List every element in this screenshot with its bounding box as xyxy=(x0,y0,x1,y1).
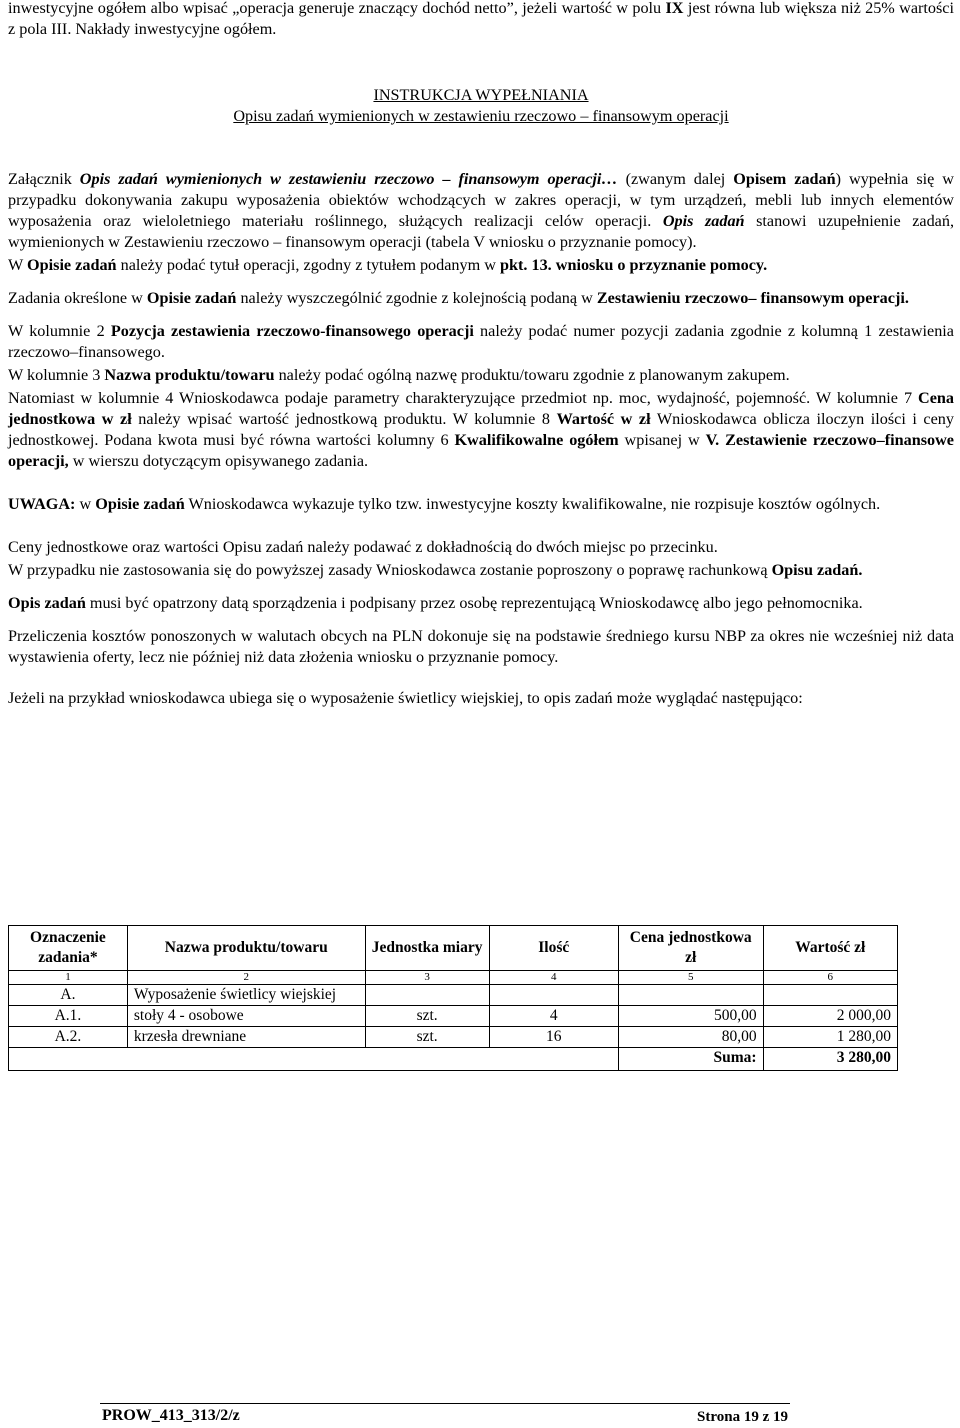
paragraph-signature xyxy=(8,593,954,614)
text-bold: Wartość w zł xyxy=(556,410,651,428)
text: należy wyszczególnić zgodnie z kolejnością podaną w xyxy=(236,289,597,307)
table-cell: szt. xyxy=(365,1027,489,1048)
table-cell: 80,00 xyxy=(618,1027,763,1048)
text: W kolumnie 3 xyxy=(8,366,105,384)
text-bold: pkt. 13. wniosku o przyznanie pomocy. xyxy=(500,256,768,274)
paragraph-column-3 xyxy=(8,365,954,386)
table-row xyxy=(9,985,898,1006)
column-number: 3 xyxy=(365,971,489,985)
column-number: 1 xyxy=(9,971,128,985)
text: Załącznik xyxy=(8,170,80,188)
paragraph-columns-4-8 xyxy=(8,388,954,472)
table-row xyxy=(9,1006,898,1027)
table-header: Wartość zł xyxy=(763,926,897,971)
heading-subtitle: Opisu zadań wymienionych w zestawieniu rzeczowo – finansowym operacji xyxy=(233,107,729,125)
text: Wnioskodawca wykazuje tylko tzw. inwestycyjne koszty kwalifikowalne, nie rozpisuje kosztów ogólnych. xyxy=(184,495,881,513)
table-cell: szt. xyxy=(365,1006,489,1027)
intro-text: inwestycyjne ogółem albo wpisać „operacja generuje znaczący dochód netto”, jeżeli wartość w polu xyxy=(8,0,666,17)
text-bold: Kwalifikowalne ogółem xyxy=(454,431,619,449)
text: Przeliczenia kosztów ponoszonych w walutach obcych na PLN dokonuje się na podstawie średniego kursu NBP za okres nie wcześniej niż data wystawienia oferty, lecz nie później niż data złożenia wniosku o przyznanie pomocy. xyxy=(8,627,954,666)
text: (zwanym dalej xyxy=(617,170,734,188)
column-number: 5 xyxy=(618,971,763,985)
text: W kolumnie 2 xyxy=(8,322,111,340)
intro-paragraph xyxy=(8,0,954,40)
intro-ix: IX xyxy=(665,0,684,17)
text-bold: Opisie zadań xyxy=(95,495,185,513)
table-cell: 2 000,00 xyxy=(763,1006,897,1027)
footer-rule xyxy=(100,1403,790,1404)
column-number: 4 xyxy=(489,971,618,985)
table-cell: 1 280,00 xyxy=(763,1027,897,1048)
table-header: Cena jednostkowa zł xyxy=(618,926,763,971)
text: musi być opatrzony datą sporządzenia i podpisany przez osobę reprezentującą Wnioskodawcę albo jego pełnomocnika. xyxy=(85,594,863,612)
heading-title: INSTRUKCJA WYPEŁNIANIA xyxy=(373,86,589,104)
text: Zadania określone w xyxy=(8,289,147,307)
table-cell xyxy=(365,985,489,1006)
table-cell: A. xyxy=(9,985,128,1006)
table-cell: A.1. xyxy=(9,1006,128,1027)
text-bold: Cena jednostkowa w zł xyxy=(8,389,954,428)
text-bold: Nazwa produktu/towaru xyxy=(104,366,275,384)
text: należy podać numer pozycji zadania zgodnie z kolumną 1 zestawienia rzeczowo–finansowego. xyxy=(8,322,954,361)
instruction-heading xyxy=(8,85,954,127)
table-cell: krzesła drewniane xyxy=(127,1027,365,1048)
table-sum-spacer xyxy=(9,1048,619,1071)
paragraph-correction xyxy=(8,560,954,581)
sum-value xyxy=(763,1048,897,1071)
text: w xyxy=(75,495,96,513)
paragraph-column-2 xyxy=(8,321,954,363)
sum-value-text: 3 280,00 xyxy=(836,1049,891,1066)
text: W xyxy=(8,256,28,274)
column-number: 2 xyxy=(127,971,365,985)
text-bold: Opisem zadań xyxy=(733,170,836,188)
paragraph-example xyxy=(8,688,954,709)
paragraph-tasks xyxy=(8,288,954,309)
table-cell: stoły 4 - osobowe xyxy=(127,1006,365,1027)
table-column-numbers xyxy=(9,971,898,985)
text-bold: Opisie zadań xyxy=(27,256,117,274)
text: w wierszu dotyczącym opisywanego zadania. xyxy=(68,452,369,470)
intro-text-end: jest równa lub większa niż 25% wartości z pola III. Nakłady inwestycyjne ogółem. xyxy=(8,0,954,38)
table-header: Nazwa produktu/towaru xyxy=(127,926,365,971)
text: należy podać ogólną nazwę produktu/towaru zgodnie z planowanym zakupem. xyxy=(274,366,790,384)
text: stanowi uzupełnienie zadań, wymienionych w Zestawieniu rzeczowo – finansowym operacji (tabela V wniosku o przyznanie pomocy). xyxy=(8,212,954,251)
paragraph-title-info xyxy=(8,255,954,276)
sum-label-text: Suma: xyxy=(713,1049,757,1066)
text-bold-italic: Opis zadań xyxy=(662,212,745,230)
text-bold: UWAGA: xyxy=(8,495,76,513)
table-cell: 4 xyxy=(489,1006,618,1027)
table-cell: 500,00 xyxy=(618,1006,763,1027)
text: Ceny jednostkowe oraz wartości Opisu zadań należy podawać z dokładnością do dwóch miejsc po przecinku. xyxy=(8,538,718,556)
table-cell xyxy=(618,985,763,1006)
footer-page-number: Strona 19 z 19 xyxy=(697,1409,788,1425)
table-cell: 16 xyxy=(489,1027,618,1048)
text-bold: V. Zestawienie rzeczowo–finansowe operacji, xyxy=(8,431,954,470)
text: ) wypełnia się w przypadku dokonywania zakupu wyposażenia obiektów wchodzących w zakres operacji, w tym urządzeń, mebli lub innych elementów wyposażenia oraz wieloletniego materiału roślinnego, służących realizacji celów operacji. xyxy=(8,170,954,230)
table-header: Ilość xyxy=(489,926,618,971)
text: W przypadku nie zastosowania się do powyższej zasady Wnioskodawca zostanie poproszony o poprawę rachunkową xyxy=(8,561,772,579)
table-sum-row xyxy=(9,1048,898,1071)
table-cell xyxy=(763,985,897,1006)
table-header: Jednostka miary xyxy=(365,926,489,971)
table-cell xyxy=(489,985,618,1006)
table-cell: A.2. xyxy=(9,1027,128,1048)
paragraph-currency xyxy=(8,626,954,668)
text-bold: Opisu zadań. xyxy=(771,561,863,579)
table-row xyxy=(9,1027,898,1048)
paragraph-warning xyxy=(8,494,954,515)
text: Wnioskodawca oblicza iloczyn ilości i ceny jednostkowej. Podana kwota musi być równa wartości kolumny 6 xyxy=(8,410,954,449)
text: wpisanej w xyxy=(618,431,706,449)
example-table xyxy=(8,925,898,1071)
sum-label xyxy=(618,1048,763,1071)
paragraph-attachment xyxy=(8,169,954,253)
document-page xyxy=(8,0,954,709)
paragraph-unit-prices xyxy=(8,537,954,558)
column-number: 6 xyxy=(763,971,897,985)
text: należy wpisać wartość jednostkową produktu. W kolumnie 8 xyxy=(131,410,557,428)
table-header-row xyxy=(9,926,898,971)
page-footer xyxy=(0,1403,960,1427)
table-header: Oznaczenie zadania* xyxy=(9,926,128,971)
footer-code: PROW_413_313/2/z xyxy=(102,1407,240,1424)
text-bold: Pozycja zestawienia rzeczowo-finansowego operacji xyxy=(110,322,474,340)
table-cell: Wyposażenie świetlicy wiejskiej xyxy=(127,985,365,1006)
text-bold: Zestawieniu rzeczowo– finansowym operacji. xyxy=(596,289,909,307)
text-bold-italic: Opis zadań wymienionych w zestawieniu rzeczowo – finansowym operacji… xyxy=(79,170,618,188)
text-bold: Opis zadań xyxy=(8,594,86,612)
text: należy podać tytuł operacji, zgodny z tytułem podanym w xyxy=(116,256,500,274)
text-bold: Opisie zadań xyxy=(146,289,237,307)
text: Natomiast w kolumnie 4 Wnioskodawca podaje parametry charakteryzujące przedmiot np. moc, wydajność, pojemność. W kolumnie 7 xyxy=(8,389,919,407)
text: Jeżeli na przykład wnioskodawca ubiega się o wyposażenie świetlicy wiejskiej, to opis zadań może wyglądać następująco: xyxy=(8,689,803,707)
